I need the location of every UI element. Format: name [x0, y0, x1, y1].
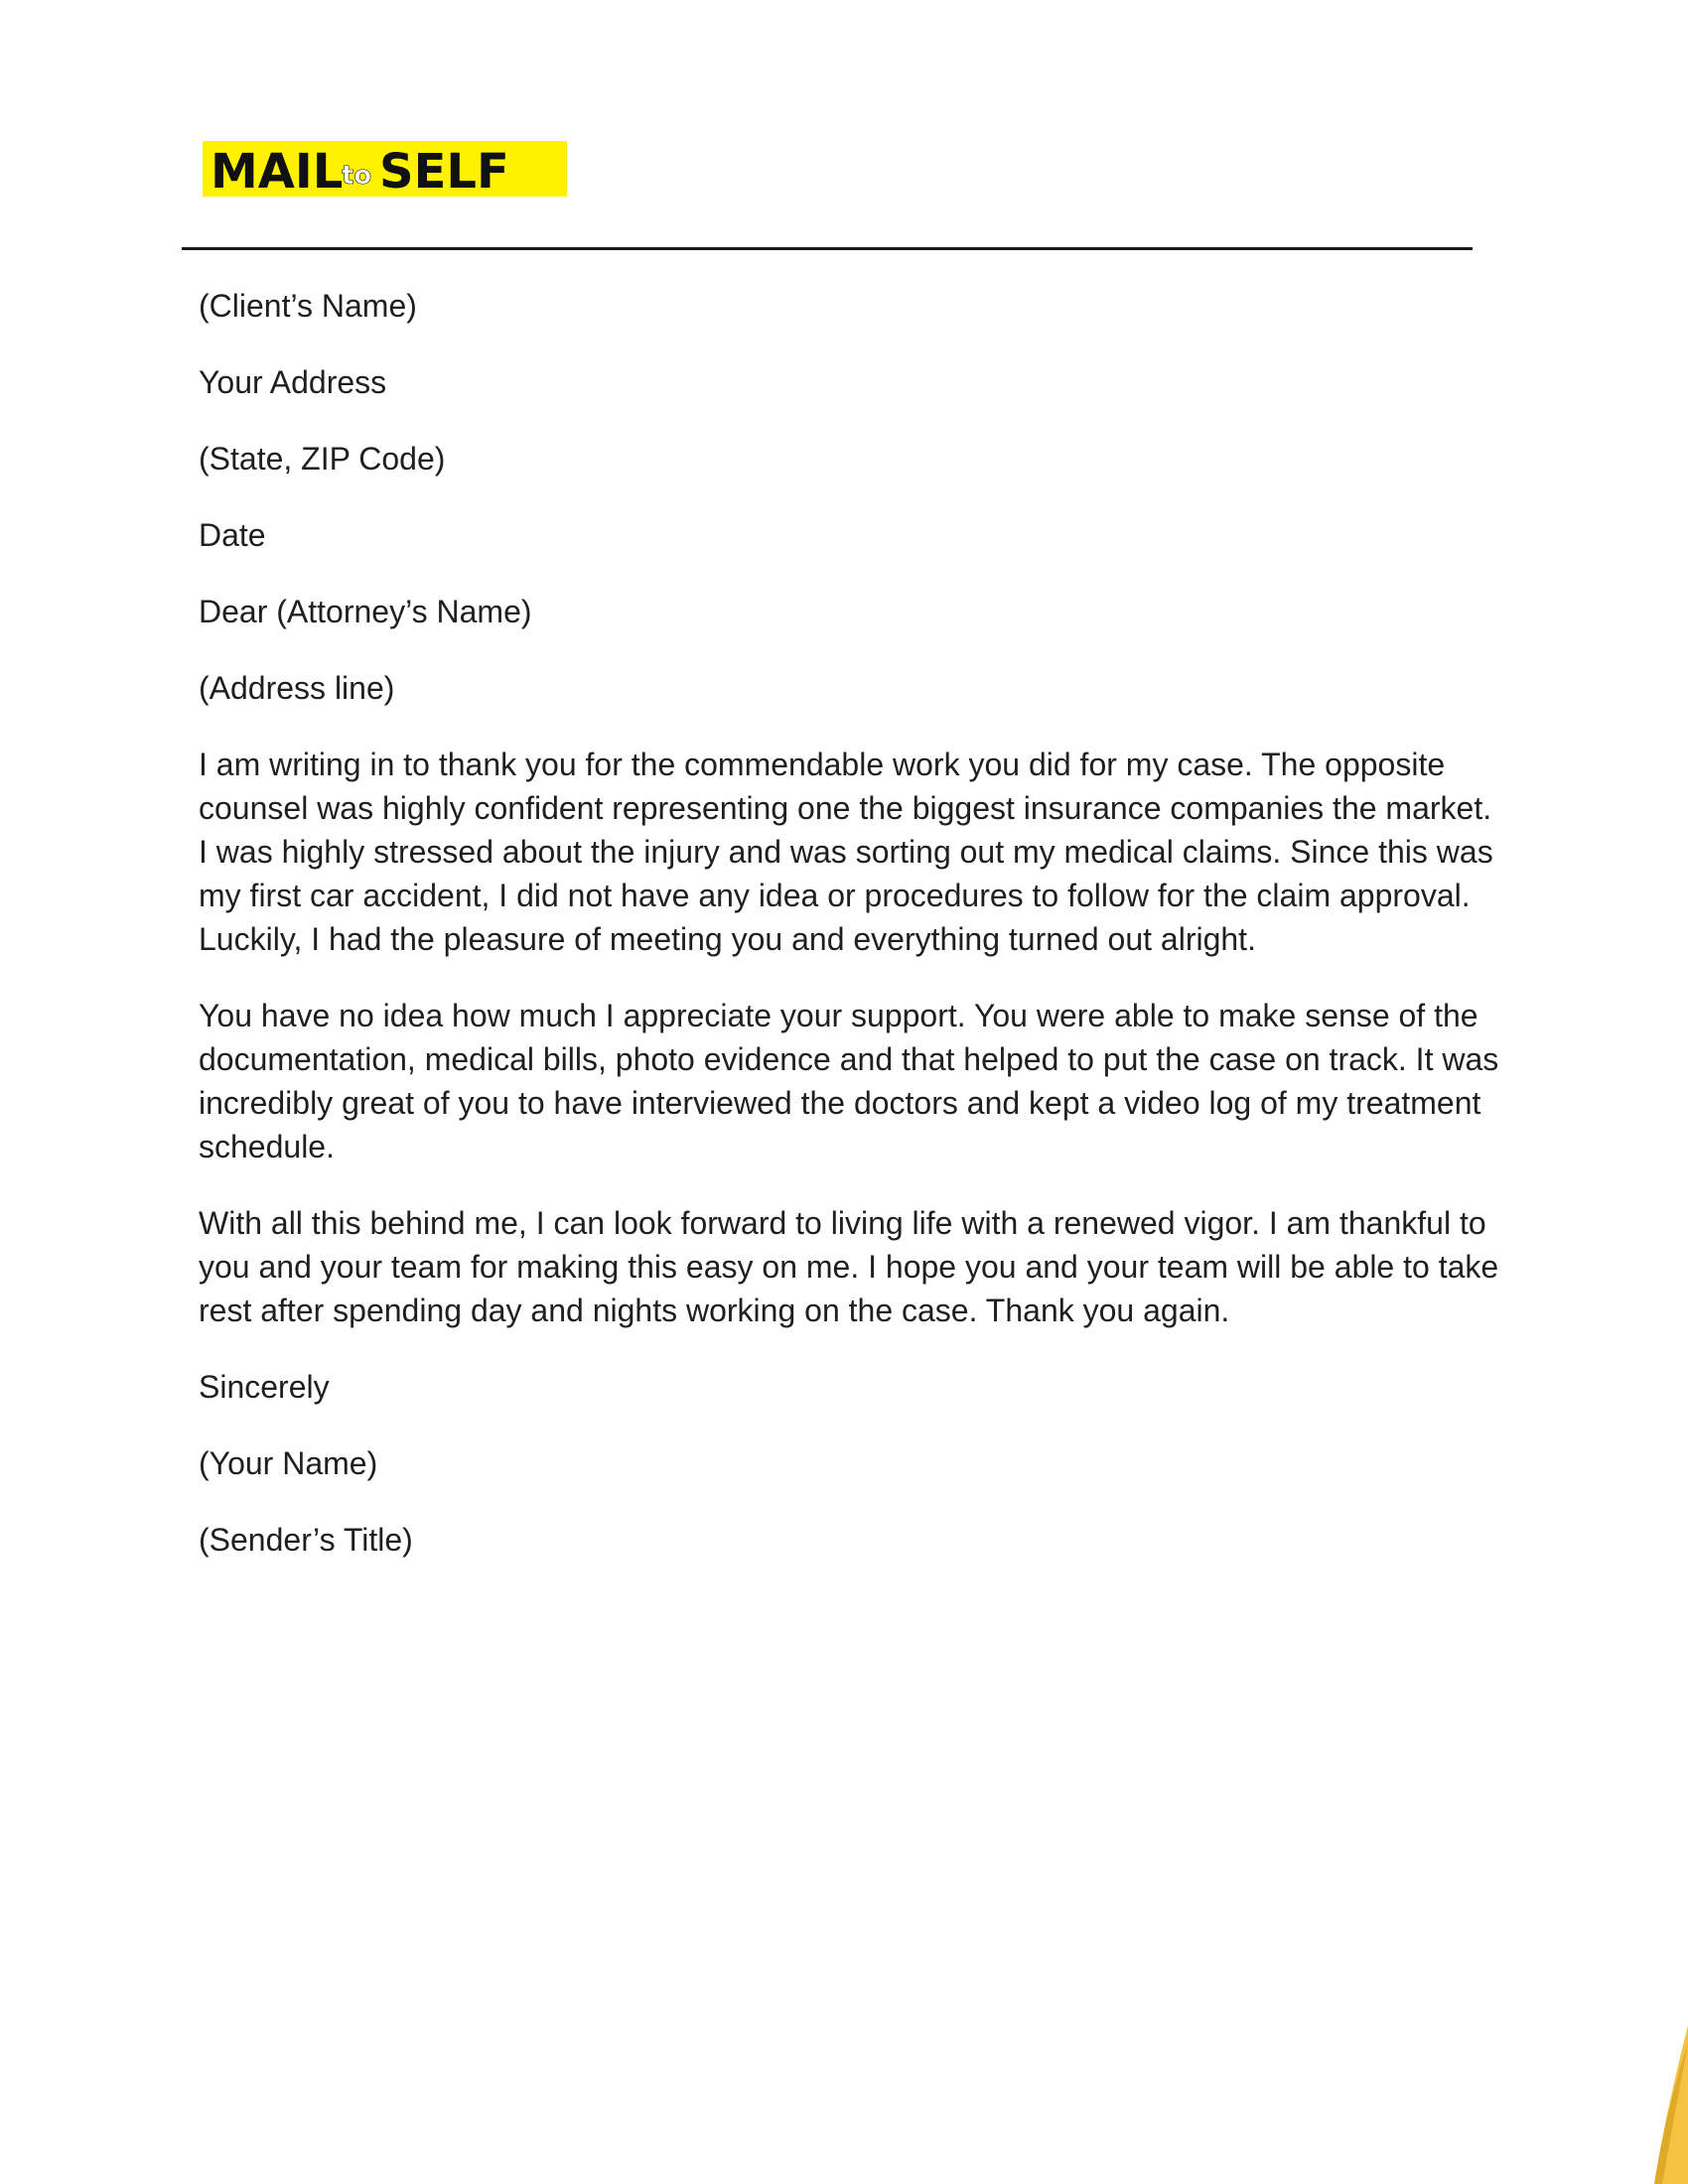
client-name: (Client’s Name): [199, 288, 417, 324]
sender-title: (Sender’s Title): [199, 1522, 413, 1558]
letter-body: [199, 284, 1499, 1594]
date: Date: [199, 517, 266, 553]
paragraph-3: With all this behind me, I can look forward to living life with a renewed vigor. I am thankful to you and your team for making this easy on me. I hope you and your team will be able to take rest after spending day and nights working on the case. Thank you again.: [199, 1205, 1499, 1328]
logo-text-self: SELF: [379, 144, 509, 197]
salutation: Dear (Attorney’s Name): [199, 594, 532, 629]
address-line: (Address line): [199, 670, 395, 706]
mail-to-self-logo: [203, 141, 567, 197]
corner-swoosh-graphic: [1648, 2025, 1688, 2184]
closing: Sincerely: [199, 1369, 330, 1405]
your-name: (Your Name): [199, 1445, 378, 1481]
state-zip: (State, ZIP Code): [199, 441, 446, 477]
logo-graphic: [203, 141, 567, 197]
paragraph-1: I am writing in to thank you for the commendable work you did for my case. The opposite counsel was highly confident representing one the biggest insurance companies the market. I was highly stressed about the injury and was sorting out my medical claims. Since this was my first car accident, I did not have any idea or procedures to follow for the claim approval. Luckily, I had the pleasure of meeting you and everything turned out alright.: [199, 747, 1493, 957]
your-address: Your Address: [199, 364, 387, 400]
logo-text-to: to: [342, 161, 372, 191]
corner-decoration: [1648, 2025, 1688, 2184]
header-divider: [182, 247, 1473, 250]
logo-text-mail: MAIL: [211, 144, 344, 197]
paragraph-2: You have no idea how much I appreciate your support. You were able to make sense of the documentation, medical bills, photo evidence and that helped to put the case on track. It was incredibly great of you to have interviewed the doctors and kept a video log of my treatment schedule.: [199, 998, 1499, 1164]
